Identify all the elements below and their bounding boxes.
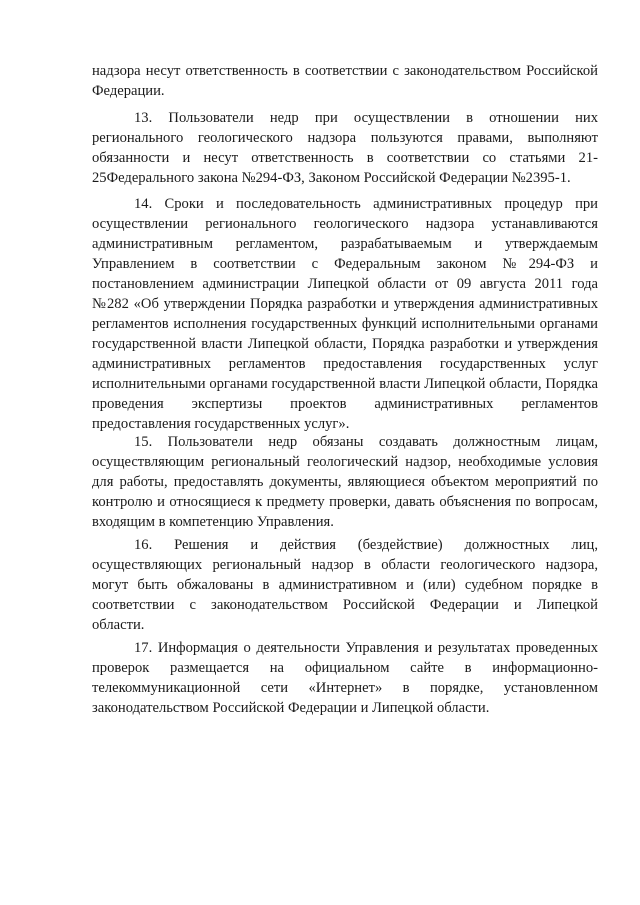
paragraph-13: 13. Пользователи недр при осуществлении в отношении них регионального геологического надзора пользуются правами, выполняют обязанности и несут ответственность в соответствии со статьями 21-25Федерального закона №294-ФЗ, Законом Российской Федерации №2395-1. xyxy=(92,110,598,186)
paragraph-14: 14. Сроки и последовательность административных процедур при осуществлении регионального геологического надзора устанавливаются административным регламентом, разрабатываемым и утверждаемым Управлением в соответствии с Федеральным законом №294-ФЗ и постановлением администрации Липецкой области от 09 августа 2011 года №282 «Об утверждении Порядка разработки и утверждения административных регламентов исполнения государственных функций исполнительными органами государственной власти Липецкой области, Порядка разработки и утверждения административных регламентов предоставления государственных услуг исполнительными органами государственной власти Липецкой области, Порядка проведения экспертизы проектов административных регламентов предоставления государственных услуг». xyxy=(92,196,598,432)
paragraph-continuation: надзора несут ответственность в соответствии с законодательством Российской Федерации. xyxy=(92,63,598,99)
paragraph-15: 15. Пользователи недр обязаны создавать должностным лицам, осуществляющим региональный геологический надзор, необходимые условия для работы, предоставлять документы, являющиеся объектом мероприятий по контролю и относящиеся к предмету проверки, давать объяснения по вопросам, входящим в компетенцию Управления. xyxy=(92,434,598,530)
paragraph-16: 16. Решения и действия (бездействие) должностных лиц, осуществляющих региональный надзор в области геологического надзора, могут быть обжалованы в административном и (или) судебном порядке в соответствии с законодательством Российской Федерации и Липецкой области. xyxy=(92,537,598,633)
paragraph-17: 17. Информация о деятельности Управления и результатах проведенных проверок размещается на официальном сайте в информационно-телекоммуникационной сети «Интернет» в порядке, установленном законодательством Российской Федерации и Липецкой области. xyxy=(92,640,598,716)
